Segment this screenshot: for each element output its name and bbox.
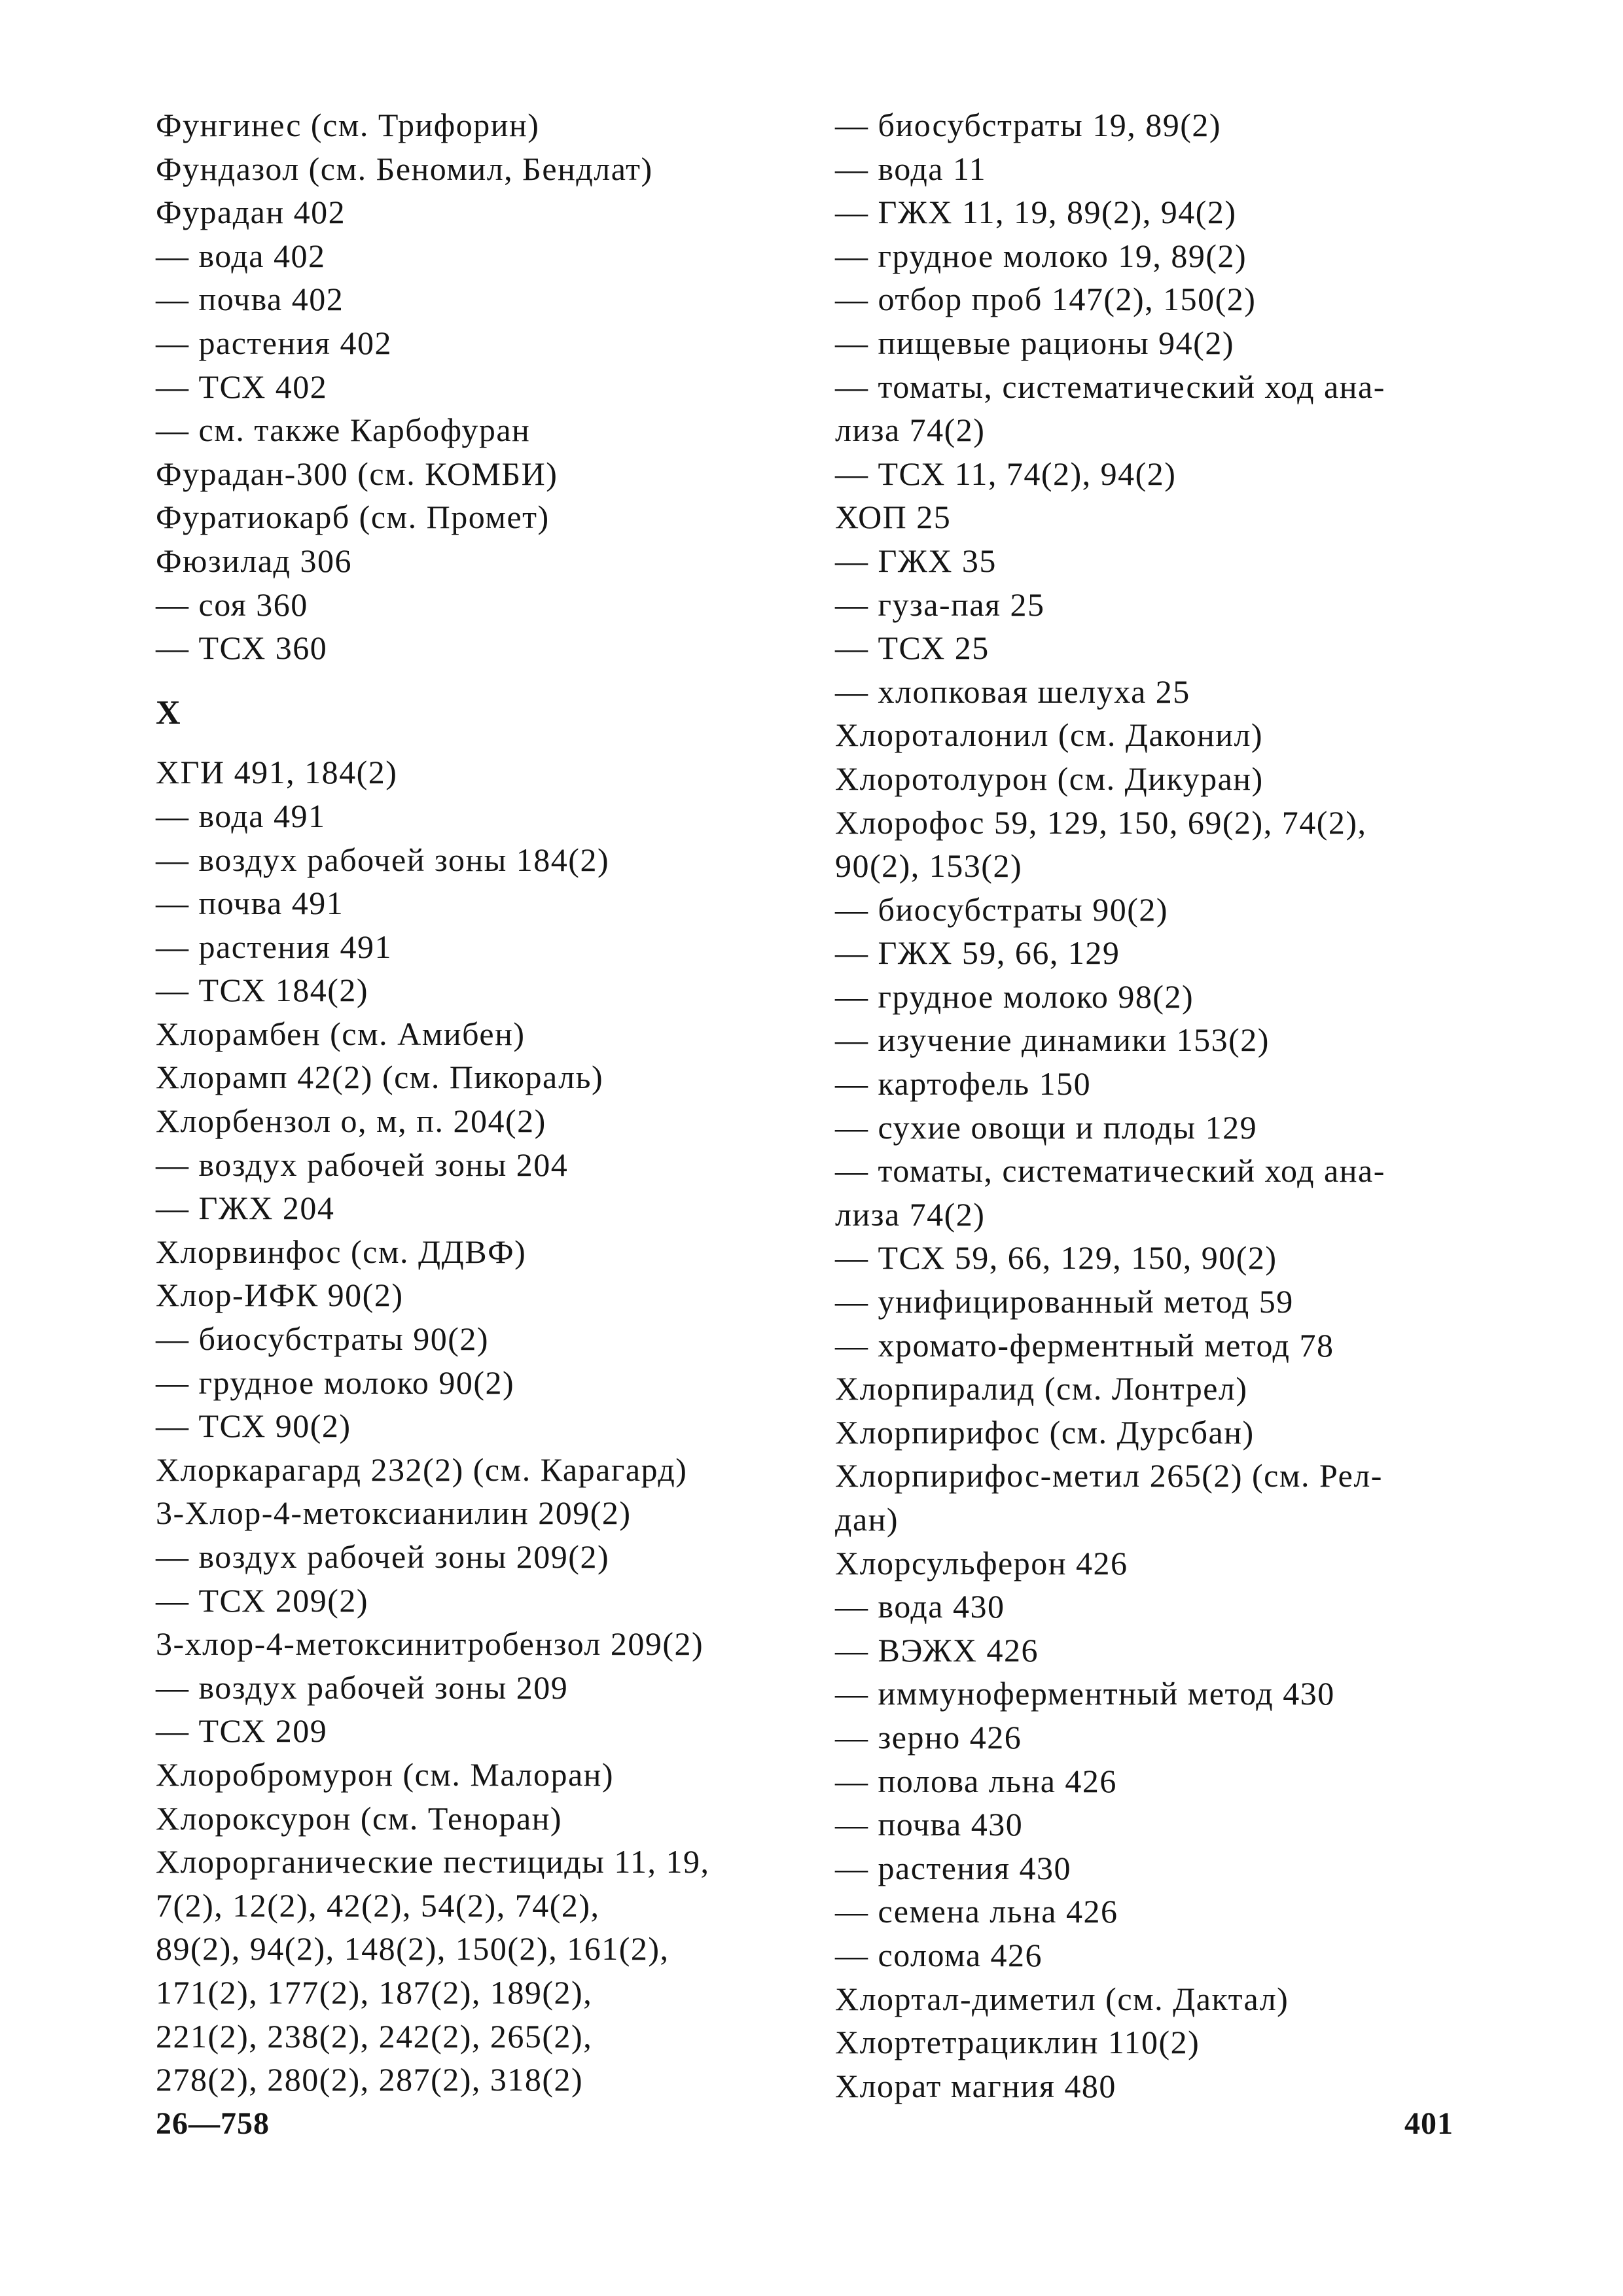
index-entry: ХГИ 491, 184(2) xyxy=(156,754,398,791)
index-entry: Хлороксурон (см. Теноран) xyxy=(156,1799,563,1837)
page-number: 401 xyxy=(1404,2106,1454,2141)
printer-signature: 26—758 xyxy=(156,2106,270,2141)
index-entry: Фунгинес (см. Трифорин) xyxy=(156,107,540,143)
right-column xyxy=(835,103,1483,2108)
index-entry: — ГЖХ 59, 66, 129 xyxy=(835,934,1120,972)
index-entry: Хлоробромурон (см. Малоран) xyxy=(156,1756,615,1793)
index-entry: — ТСХ 59, 66, 129, 150, 90(2) xyxy=(835,1239,1277,1277)
index-entry: — вода 402 xyxy=(156,237,326,274)
index-entry: — изучение динамики 153(2) xyxy=(835,1021,1270,1059)
index-entry: дан) xyxy=(835,1501,899,1538)
index-entry: — вода 430 xyxy=(835,1588,1005,1625)
index-entry: Фюзилад 306 xyxy=(156,542,352,579)
index-entry: Хлорсульферон 426 xyxy=(835,1544,1128,1581)
index-entry: — отбор проб 147(2), 150(2) xyxy=(835,281,1257,318)
index-entry: — ТСХ 11, 74(2), 94(2) xyxy=(835,455,1177,492)
index-entry: — ТСХ 209(2) xyxy=(156,1581,369,1619)
index-entry: Хлортал-диметил (см. Дактал) xyxy=(835,1980,1289,2017)
index-entry: Хлорамбен (см. Амибен) xyxy=(156,1015,526,1052)
index-entry: — томаты, систематический ход ана- xyxy=(835,1152,1385,1190)
index-entry: 221(2), 238(2), 242(2), 265(2), xyxy=(156,2017,593,2055)
index-entry: лиза 74(2) xyxy=(835,1195,986,1233)
index-entry: — биосубстраты 90(2) xyxy=(156,1320,490,1358)
index-entry: Фуратиокарб (см. Промет) xyxy=(156,499,550,536)
index-entry: — картофель 150 xyxy=(835,1065,1092,1103)
index-entry: 278(2), 280(2), 287(2), 318(2) xyxy=(156,2061,584,2098)
index-entry: — грудное молоко 98(2) xyxy=(835,978,1194,1015)
index-entry: — ТСХ 90(2) xyxy=(156,1407,351,1445)
index-entry: Фурадан 402 xyxy=(156,194,346,231)
index-entry: — иммуноферментный метод 430 xyxy=(835,1675,1335,1712)
index-entry: — полова льна 426 xyxy=(835,1762,1117,1799)
section-letter-heading: Х xyxy=(156,694,182,732)
index-entry: Хлорпиралид (см. Лонтрел) xyxy=(835,1370,1248,1407)
index-entry: ХОП 25 xyxy=(835,499,952,536)
index-entry: Хлорат магния 480 xyxy=(835,2067,1116,2104)
index-entry: — растения 430 xyxy=(835,1849,1071,1886)
left-column xyxy=(156,103,817,2102)
index-entry: — хлопковая шелуха 25 xyxy=(835,673,1190,710)
index-entry: 7(2), 12(2), 42(2), 54(2), 74(2), xyxy=(156,1886,600,1924)
index-entry: лиза 74(2) xyxy=(835,412,986,449)
index-entry: — томаты, систематический ход ана- xyxy=(835,368,1385,405)
index-entry: — ТСХ 360 xyxy=(156,629,328,667)
index-entry: — солома 426 xyxy=(835,1936,1043,1973)
index-entry: — хромато-ферментный метод 78 xyxy=(835,1326,1334,1364)
index-entry: — почва 491 xyxy=(156,885,344,922)
index-entry: 89(2), 94(2), 148(2), 150(2), 161(2), xyxy=(156,1930,669,1968)
index-entry: Фундазол (см. Беномил, Бендлат) xyxy=(156,150,653,187)
index-entry: Хлорамп 42(2) (см. Пикораль) xyxy=(156,1059,604,1096)
index-entry: — почва 430 xyxy=(835,1806,1024,1843)
index-entry: Хлоркарагард 232(2) (см. Карагард) xyxy=(156,1451,688,1488)
index-entry: — ТСХ 402 xyxy=(156,368,328,405)
index-entry: Хлороталонил (см. Даконил) xyxy=(835,716,1264,754)
index-entry: — соя 360 xyxy=(156,586,308,623)
index-entry: — грудное молоко 19, 89(2) xyxy=(835,237,1247,274)
index-entry: — растения 491 xyxy=(156,928,392,965)
index-entry: Хлорорганические пестициды 11, 19, xyxy=(156,1843,710,1881)
index-entry: — почва 402 xyxy=(156,281,344,318)
index-entry: — ГЖХ 204 xyxy=(156,1190,335,1227)
index-entry: Хлорпирифос (см. Дурсбан) xyxy=(835,1413,1255,1451)
index-entry: — растения 402 xyxy=(156,324,392,361)
index-entry: — ТСХ 184(2) xyxy=(156,972,369,1009)
index-entry: — пищевые рационы 94(2) xyxy=(835,324,1234,361)
index-entry: — ГЖХ 35 xyxy=(835,542,997,579)
index-entry: — сухие овощи и плоды 129 xyxy=(835,1108,1258,1146)
index-entry: — зерно 426 xyxy=(835,1718,1022,1756)
index-entry: — воздух рабочей зоны 204 xyxy=(156,1146,569,1183)
index-entry: — гуза-пая 25 xyxy=(835,586,1045,623)
index-entry: 171(2), 177(2), 187(2), 189(2), xyxy=(156,1973,593,2011)
index-entry: — ТСХ 209 xyxy=(156,1712,328,1750)
index-entry: Фурадан-300 (см. КОМБИ) xyxy=(156,455,558,492)
index-entry: Хлорвинфос (см. ДДВФ) xyxy=(156,1233,527,1270)
index-entry: — см. также Карбофуран xyxy=(156,412,531,449)
index-entry: — семена льна 426 xyxy=(835,1893,1118,1930)
index-entry: Хлорпирифос-метил 265(2) (см. Рел- xyxy=(835,1457,1383,1494)
index-entry: Хлор-ИФК 90(2) xyxy=(156,1277,404,1314)
index-entry: — ТСХ 25 xyxy=(835,629,990,667)
index-entry: — воздух рабочей зоны 184(2) xyxy=(156,841,610,878)
index-entry: — биосубстраты 19, 89(2) xyxy=(835,107,1222,143)
index-entry: Хлорофос 59, 129, 150, 69(2), 74(2), xyxy=(835,804,1367,841)
index-entry: — вода 491 xyxy=(156,797,326,834)
index-entry: — унифицированный метод 59 xyxy=(835,1283,1294,1320)
index-entry: 90(2), 153(2) xyxy=(835,847,1023,885)
index-entry: — воздух рабочей зоны 209(2) xyxy=(156,1538,610,1575)
index-entry: Хлортетрациклин 110(2) xyxy=(835,2024,1200,2061)
index-entry: — ГЖХ 11, 19, 89(2), 94(2) xyxy=(835,194,1237,231)
index-entry: Хлоротолурон (см. Дикуран) xyxy=(835,760,1264,797)
index-entry: — воздух рабочей зоны 209 xyxy=(156,1669,569,1706)
index-entry: — вода 11 xyxy=(835,150,987,187)
index-entry: — биосубстраты 90(2) xyxy=(835,891,1169,928)
index-entry: — ВЭЖХ 426 xyxy=(835,1631,1039,1669)
index-entry: 3-хлор-4-метоксинитробензол 209(2) xyxy=(156,1625,704,1663)
index-entry: — грудное молоко 90(2) xyxy=(156,1364,515,1401)
index-entry: Хлорбензол о, м, п. 204(2) xyxy=(156,1103,546,1140)
index-entry: 3-Хлор-4-метоксианилин 209(2) xyxy=(156,1494,632,1532)
